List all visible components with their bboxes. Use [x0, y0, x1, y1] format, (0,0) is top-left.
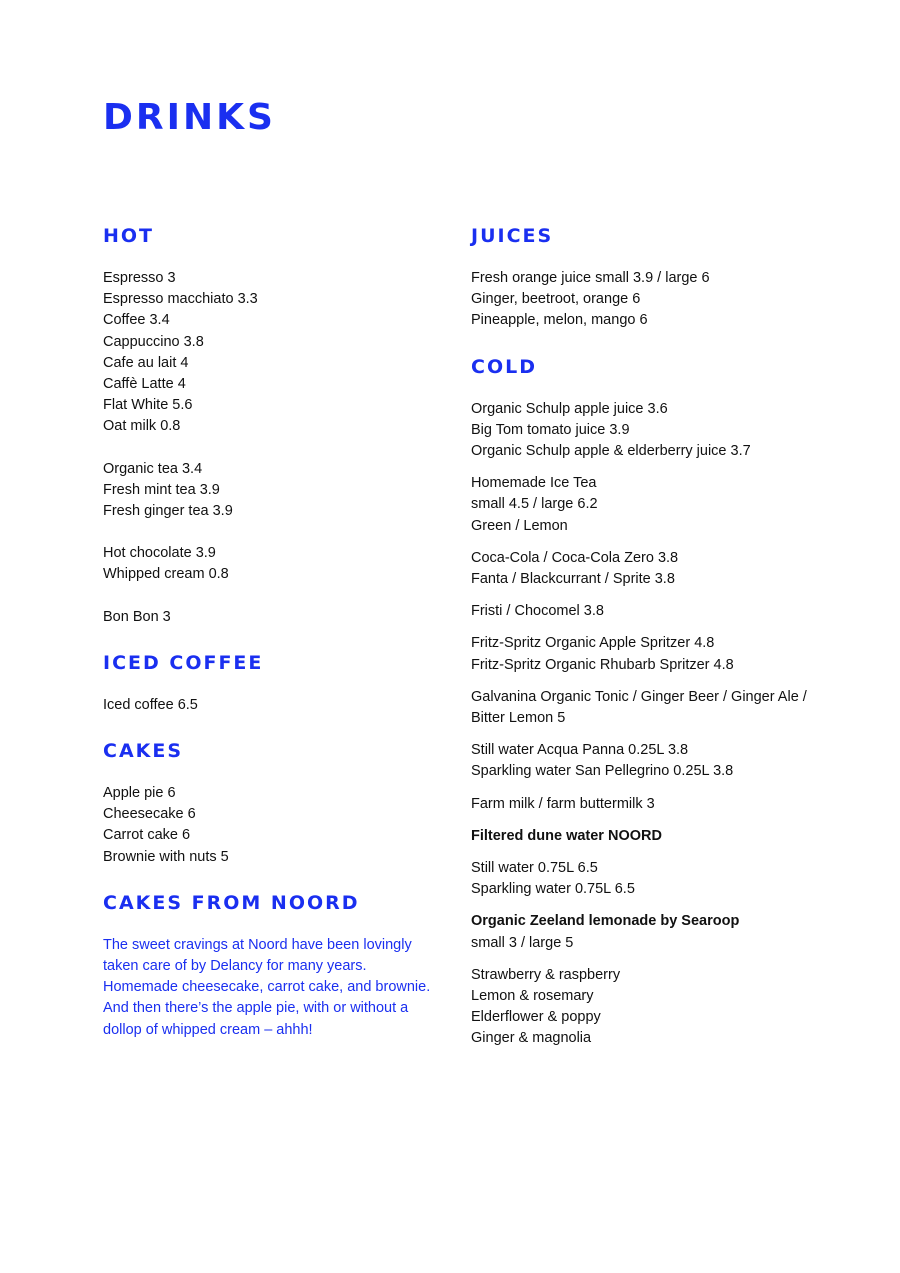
menu-item: Fresh mint tea 3.9	[103, 481, 220, 498]
menu-group	[471, 399, 816, 463]
section-cakes-from-noord	[103, 891, 443, 1041]
menu-item: Homemade Ice Tea	[471, 475, 597, 492]
menu-item: Flat White 5.6	[103, 397, 193, 414]
menu-item: Fritz-Spritz Organic Rhubarb Spritzer 4.8	[471, 656, 734, 673]
menu-item: Cafe au lait 4	[103, 354, 189, 371]
menu-item: Cheesecake 6	[103, 806, 196, 823]
menu-item: Whipped cream 0.8	[103, 566, 229, 583]
cakes-description: The sweet cravings at Noord have been lovingly taken care of by Delancy for many years. Homemade cheesecake, carrot cake, and brownie. And then there’s the apple pie, with or without a dollop of whipped cream – ahhh!	[103, 936, 431, 1038]
menu-item: Bon Bon 3	[103, 608, 171, 625]
section-iced-coffee	[103, 651, 443, 716]
menu-item: Oat milk 0.8	[103, 418, 181, 435]
menu-group	[103, 543, 443, 585]
left-column	[103, 224, 443, 1064]
section-title-cakes-from-noord: CAKES FROM NOORD	[103, 891, 360, 914]
menu-item: small 4.5 / large 6.2	[471, 496, 598, 513]
menu-item: Organic tea 3.4	[103, 460, 203, 477]
menu-item: Green / Lemon	[471, 517, 568, 534]
menu-item: Hot chocolate 3.9	[103, 545, 216, 562]
menu-item: Lemon & rosemary	[471, 988, 594, 1005]
menu-group	[103, 268, 443, 438]
section-title-iced-coffee: ICED COFFEE	[103, 651, 264, 674]
menu-group	[471, 548, 816, 590]
menu-item: Coffee 3.4	[103, 312, 170, 329]
section-title-hot: HOT	[103, 225, 155, 247]
menu-group	[471, 858, 816, 900]
section-hot	[103, 224, 443, 628]
menu-group	[471, 601, 816, 622]
menu-subheading: Filtered dune water NOORD	[471, 827, 662, 844]
menu-group	[471, 740, 816, 782]
section-cakes	[103, 739, 443, 868]
menu-item: Galvanina Organic Tonic / Ginger Beer / Ginger Ale / Bitter Lemon 5	[471, 688, 807, 727]
menu-item: Fresh orange juice small 3.9 / large 6	[471, 270, 710, 286]
menu-item: Pineapple, melon, mango 6	[471, 312, 648, 329]
menu-item: Fanta / Blackcurrant / Sprite 3.8	[471, 571, 675, 588]
menu-item: Still water 0.75L 6.5	[471, 860, 598, 877]
menu-group	[471, 826, 816, 847]
menu-item: Iced coffee 6.5	[103, 696, 198, 713]
menu-group	[103, 459, 443, 523]
menu-group	[471, 633, 816, 675]
menu-item: Fresh ginger tea 3.9	[103, 503, 233, 520]
menu-item: Elderflower & poppy	[471, 1009, 601, 1026]
menu-item: Strawberry & raspberry	[471, 966, 621, 983]
menu-subheading: Organic Zeeland lemonade by Searoop	[471, 913, 740, 930]
menu-group	[471, 794, 816, 815]
menu-item: Still water Acqua Panna 0.25L 3.8	[471, 742, 689, 759]
section-title-cold: COLD	[471, 355, 537, 378]
menu-group	[471, 687, 816, 729]
menu-item: Apple pie 6	[103, 785, 176, 802]
menu-item: Cappuccino 3.8	[103, 333, 204, 350]
menu-item: Coca-Cola / Coca-Cola Zero 3.8	[471, 549, 679, 566]
menu-item: Organic Schulp apple juice 3.6	[471, 400, 668, 417]
menu-item: Fritz-Spritz Organic Apple Spritzer 4.8	[471, 635, 715, 652]
menu-item: Espresso macchiato 3.3	[103, 291, 258, 308]
page-title: DRINKS	[103, 97, 276, 138]
menu-item: Farm milk / farm buttermilk 3	[471, 795, 655, 812]
menu-item: Caffè Latte 4	[103, 376, 186, 393]
menu-item: Organic Schulp apple & elderberry juice 3.7	[471, 443, 751, 460]
menu-item: Ginger & magnolia	[471, 1030, 592, 1047]
section-title-juices: JUICES	[471, 225, 554, 247]
section-juices	[471, 224, 816, 332]
menu-item: small 3 / large 5	[471, 934, 574, 951]
section-title-cakes: CAKES	[103, 740, 184, 763]
menu-group	[471, 965, 816, 1050]
menu-item: Brownie with nuts 5	[103, 848, 229, 865]
menu-item: Espresso 3	[103, 270, 176, 286]
right-column	[471, 224, 816, 1050]
menu-item: Sparkling water 0.75L 6.5	[471, 881, 635, 898]
menu-item: Fristi / Chocomel 3.8	[471, 603, 604, 620]
menu-item: Sparkling water San Pellegrino 0.25L 3.8	[471, 763, 734, 780]
section-cold	[471, 355, 816, 1050]
menu-item: Carrot cake 6	[103, 827, 191, 844]
menu-item: Big Tom tomato juice 3.9	[471, 421, 630, 438]
menu-group	[471, 473, 816, 537]
menu-group	[471, 911, 816, 953]
menu-item: Ginger, beetroot, orange 6	[471, 291, 641, 308]
menu-group	[103, 607, 443, 628]
